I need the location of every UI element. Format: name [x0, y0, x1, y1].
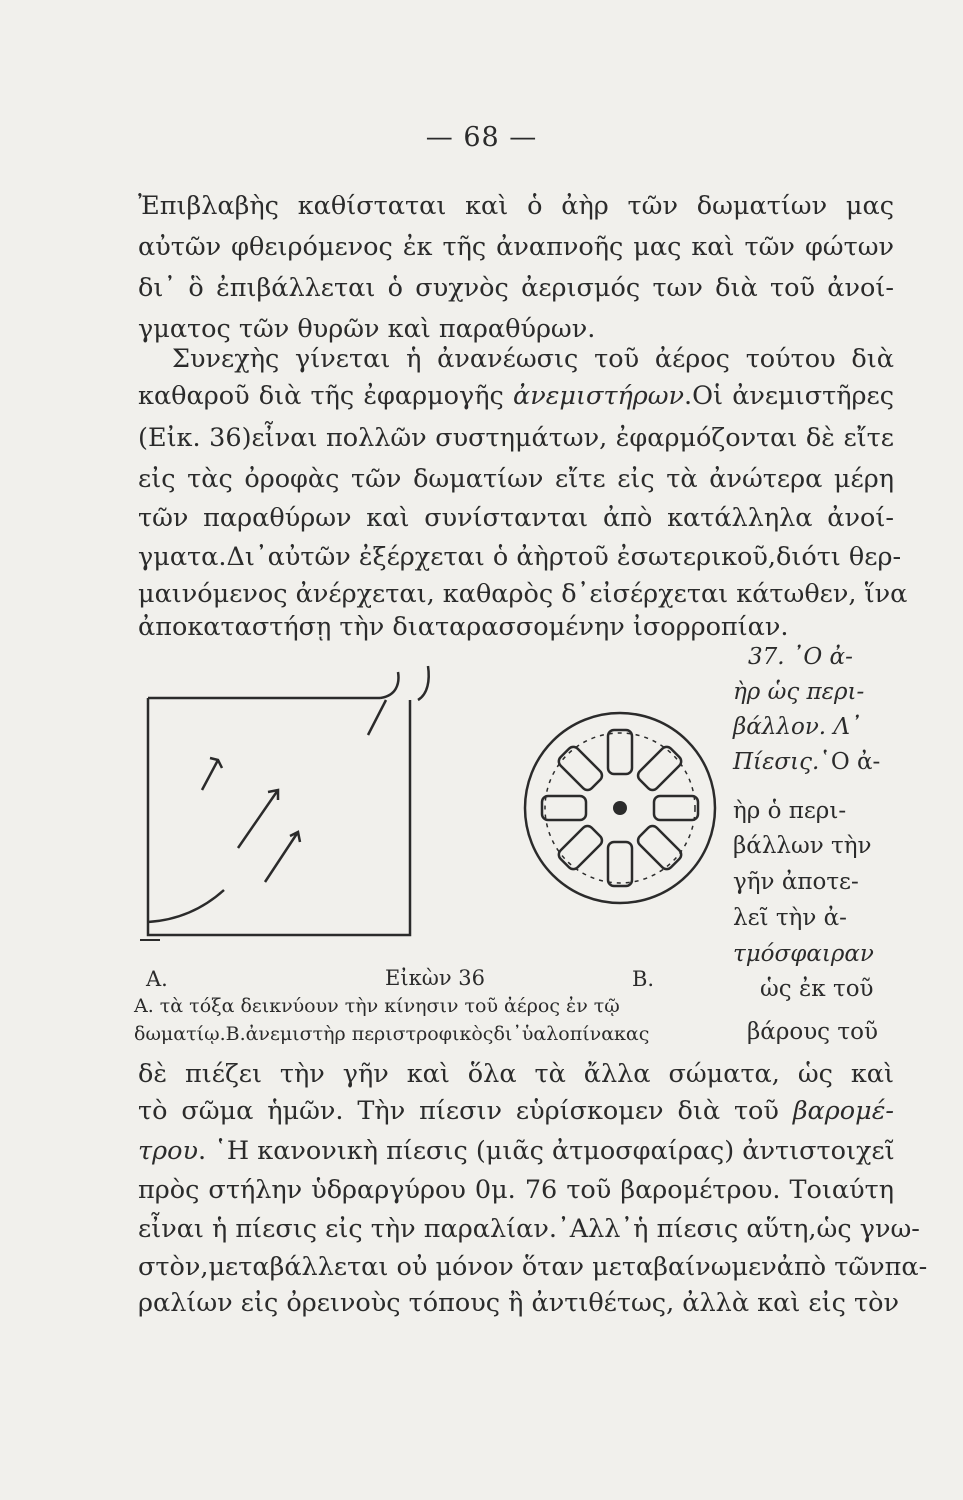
page-number: — 68 — [425, 122, 538, 153]
text-line: τμόσφαιραν [733, 941, 874, 967]
figure-caption: A. τὰ τόξα δεικνύουν τὴν κίνησιν τοῦ ἀέρος ἐν τῷ [134, 995, 620, 1017]
text-line: στὸν,μεταβάλλεται οὐ μόνον ὅταν μεταβαίνωμενἀπὸ τῶνπα- [138, 1252, 928, 1282]
figure-label-a: A. [146, 967, 168, 991]
text-line: πρὸς στήλην ὑδραργύρου 0μ. 76 τοῦ βαρομέτρου. Τοιαύτη [138, 1175, 894, 1205]
air-arrow [265, 832, 300, 882]
text-line: εἶναι ἡ πίεσις εἰς τὴν παραλίαν.᾿Αλλ᾽ἡ πίεσις αὕτη,ὡς γνω- [138, 1214, 920, 1244]
text-line: γῆν ἀποτε- [733, 869, 859, 895]
text-line: ραλίων εἰς ὀρεινοὺς τόπους ἢ ἀντιθέτως, ἀλλὰ καὶ εἰς τὸν [138, 1288, 899, 1318]
text-line: γματος τῶν θυρῶν καὶ παραθύρων. [138, 314, 596, 344]
text-line [733, 746, 901, 778]
air-arrow [148, 890, 224, 922]
text-segment: καθαροῦ διὰ τῆς ἐφαρμογῆς [138, 381, 513, 411]
text-segment: . ῾Η κανονικὴ πίεσις (μιᾶς ἀτμοσφαίρας) ἀντιστοιχεῖ [197, 1136, 895, 1166]
text-segment: .Οἱ ἀνεμιστῆρες [684, 381, 894, 411]
figure-36 [130, 660, 730, 960]
text-line [138, 1135, 894, 1167]
emphasis-term: ἀνεμιστήρων [512, 381, 685, 411]
text-line: δι᾽ ὃ ἐπιβάλλεται ὁ συχνὸς ἀερισμός των διὰ τοῦ ἀνοί- [138, 273, 894, 303]
text-line: αὐτῶν φθειρόμενος ἐκ τῆς ἀναπνοῆς μας καὶ τῶν φώτων [138, 232, 894, 262]
figure-title: Εἰκὼν 36 [385, 966, 485, 990]
text-line: Συνεχὴς γίνεται ἡ ἀνανέωσις τοῦ ἀέρος τούτου διὰ [172, 344, 894, 374]
section-heading: 37. ᾿Ο ἀ- [748, 644, 853, 670]
section-heading: βάλλον. Λ᾽ [733, 714, 862, 740]
section-heading: ὴρ ὡς περι- [733, 679, 865, 705]
text-line: εἰς τὰς ὀροφὰς τῶν δωματίων εἴτε εἰς τὰ ἀνώτερα μέρη [138, 464, 894, 494]
text-line: βάρους τοῦ [747, 1019, 878, 1045]
text-line: γματα.Δι᾽αὐτῶν ἐξέρχεται ὁ ἀὴρτοῦ ἐσωτερικοῦ,διότι θερ- [138, 542, 902, 572]
text-segment: τὸ σῶμα ἡμῶν. Τὴν πίεσιν εὑρίσκομεν διὰ τοῦ [138, 1096, 793, 1126]
figure-caption: δωματίῳ.B.ἀνεμιστὴρ περιστροφικὸςδι᾽ὑαλοπίνακας [134, 1023, 650, 1045]
section-heading: Πίεσις. [733, 749, 820, 775]
room-outline [148, 698, 410, 935]
text-line: δὲ πιέζει τὴν γῆν καὶ ὅλα τὰ ἄλλα σώματα, ὡς καὶ [138, 1059, 894, 1089]
text-line: βάλλων τὴν [733, 833, 872, 859]
text-line [138, 380, 894, 412]
text-line: (Εἰκ. 36)εἶναι πολλῶν συστημάτων, ἐφαρμόζονται δὲ εἴτε [138, 423, 894, 453]
text-line [138, 1095, 894, 1127]
text-line: Ἐπιβλαβὴς καθίσταται καὶ ὁ ἀὴρ τῶν δωματίων μας [138, 191, 894, 221]
text-line: τῶν παραθύρων καὶ συνίστανται ἀπὸ κατάλληλα ἀνοί- [138, 503, 894, 533]
air-arrow [238, 790, 278, 848]
figure-label-b: B. [632, 967, 655, 991]
vent-pipe [418, 666, 429, 700]
air-arrow [368, 700, 386, 735]
text-line: μαινόμενος ἀνέρχεται, καθαρὸς δ᾽εἰσέρχεται κάτωθεν, ἵνα [138, 579, 908, 609]
fan-hub [613, 801, 627, 815]
text-segment: ῾Ο ἀ- [819, 749, 881, 775]
text-line: λεῖ τὴν ἀ- [733, 905, 847, 931]
emphasis-term: βαρομέ- [792, 1096, 894, 1126]
air-arrow [202, 758, 222, 790]
vent-pipe [380, 672, 398, 698]
emphasis-term: τρου [138, 1136, 198, 1166]
text-line: ὴρ ὁ περι- [733, 798, 847, 824]
text-line: ἀποκαταστήσῃ τὴν διαταρασσομένην ἰσορροπίαν. [138, 612, 789, 642]
text-line: ὡς ἐκ τοῦ [760, 976, 874, 1002]
